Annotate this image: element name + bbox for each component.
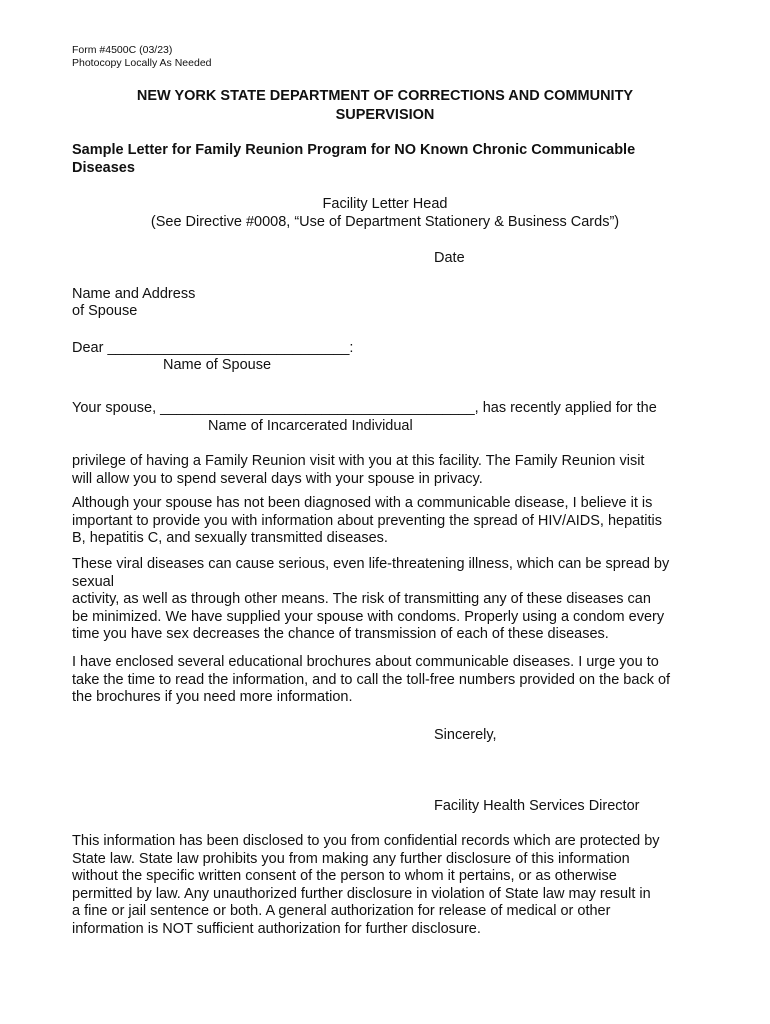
salutation: Dear ______________________________: <box>72 340 354 356</box>
paragraph-viral-diseases <box>72 556 702 644</box>
confidentiality-disclosure <box>72 833 702 938</box>
paragraph-line: time you have sex decreases the chance of transmission of each of these diseases. <box>72 626 609 642</box>
paragraph-information <box>72 495 702 548</box>
letterhead-title: Facility Letter Head <box>322 196 448 212</box>
facility-letterhead <box>72 195 698 231</box>
disclosure-line: without the specific written consent of the person to whom it pertains, or as otherwise <box>72 868 617 884</box>
disclosure-line: information is NOT sufficient authorization for further disclosure. <box>72 920 481 937</box>
disclosure-line: State law. State law prohibits you from making any further disclosure of this information <box>72 850 630 867</box>
paragraph-line: Although your spouse has not been diagnosed with a communicable disease, I believe it is <box>72 495 653 511</box>
address-line-1: Name and Address <box>72 286 196 302</box>
paragraph-privilege <box>72 453 702 488</box>
paragraph-line: will allow you to spend several days with your spouse in privacy. <box>72 470 483 487</box>
form-meta <box>72 44 212 70</box>
department-heading <box>72 87 698 125</box>
closing: Sincerely, <box>434 727 497 743</box>
disclosure-line: permitted by law. Any unauthorized further disclosure in violation of State law may result in <box>72 885 651 902</box>
paragraph-line: sexual <box>72 573 114 590</box>
paragraph-line: the brochures if you need more information. <box>72 689 353 705</box>
title-line-2: Diseases <box>72 160 135 176</box>
copy-note: Photocopy Locally As Needed <box>72 57 212 69</box>
paragraph-line: I have enclosed several educational brochures about communicable diseases. I urge you to <box>72 654 659 670</box>
heading-line-1: NEW YORK STATE DEPARTMENT OF CORRECTIONS AND COMMUNITY <box>136 88 634 104</box>
paragraph-line: B, hepatitis C, and sexually transmitted diseases. <box>72 530 388 546</box>
signatory-title: Facility Health Services Director <box>434 798 640 814</box>
title-line-1: Sample Letter for Family Reunion Program for NO Known Chronic Communicable <box>72 142 636 158</box>
salutation-caption: Name of Spouse <box>163 357 272 373</box>
paragraph-line: be minimized. We have supplied your spouse with condoms. Properly using a condom every <box>72 608 665 625</box>
letter-title <box>72 141 672 177</box>
disclosure-line: This information has been disclosed to you from confidential records which are protected by <box>72 833 660 849</box>
address-line-2: of Spouse <box>72 303 138 319</box>
disclosure-line: a fine or jail sentence or both. A general authorization for release of medical or other <box>72 903 611 919</box>
paragraph-line: privilege of having a Family Reunion visit with you at this facility. The Family Reunion visit <box>72 453 645 469</box>
paragraph-line: take the time to read the information, and to call the toll-free numbers provided on the back of <box>72 671 671 688</box>
form-number: Form #4500C (03/23) <box>72 44 173 56</box>
paragraph-line: These viral diseases can cause serious, even life-threatening illness, which can be spread by <box>72 556 670 572</box>
paragraph-line: activity, as well as through other means. The risk of transmitting any of these diseases can <box>72 591 651 607</box>
spouse-line: Your spouse, _______________________________________, has recently applied for the <box>72 400 657 416</box>
heading-line-2: SUPERVISION <box>335 107 435 123</box>
date-label: Date <box>434 250 465 266</box>
letterhead-directive: (See Directive #0008, “Use of Department Stationery & Business Cards”) <box>150 214 620 230</box>
paragraph-brochures <box>72 654 702 707</box>
paragraph-line: important to provide you with information about preventing the spread of HIV/AIDS, hepatitis <box>72 512 662 529</box>
spouse-line-caption: Name of Incarcerated Individual <box>208 418 413 434</box>
